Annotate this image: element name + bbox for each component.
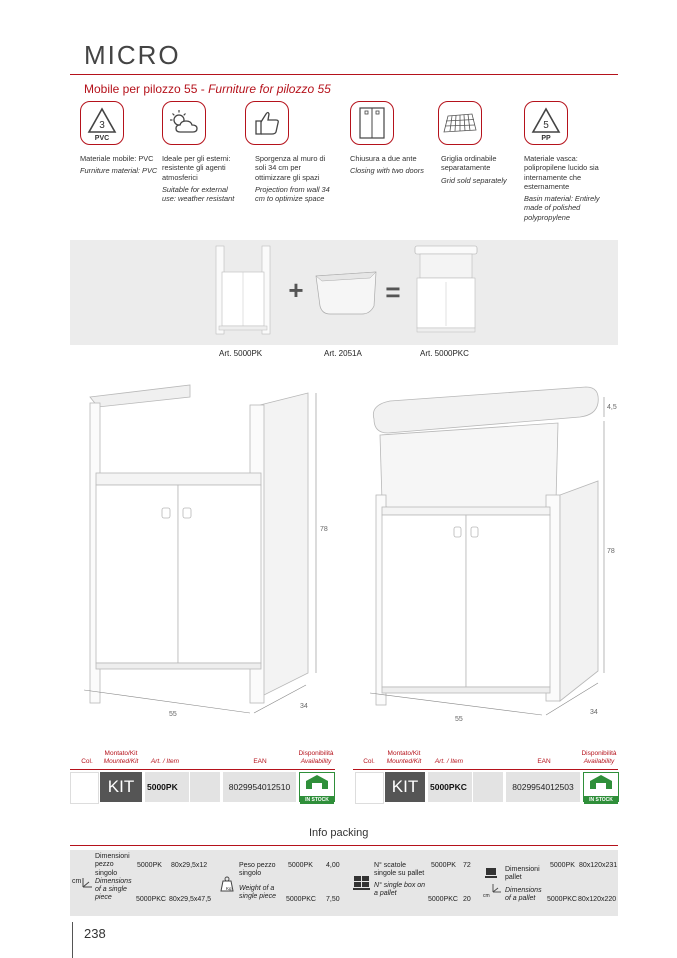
availability-en: Availability <box>583 758 615 765</box>
availability-it: Disponibilità <box>581 750 617 757</box>
ean-header: EAN <box>537 758 551 765</box>
mounted-it: Montato/Kit <box>104 750 138 757</box>
page-number-rule <box>72 922 73 958</box>
table-right-divider <box>353 769 618 770</box>
subtitle-en: Furniture for pilozzo 55 <box>208 82 331 96</box>
dim-left-depth: 34 <box>300 703 308 710</box>
pp-badge-text: PP <box>541 135 551 141</box>
dimensions-axes-icon <box>80 876 94 890</box>
pallet-dims-it: Dimensioni pallet <box>505 866 540 882</box>
warehouse-icon <box>584 773 618 791</box>
pallet-row2-code: 5000PKC <box>547 896 577 903</box>
empty-cell <box>190 772 220 802</box>
col-header: Col. <box>81 758 93 765</box>
cm-label: cm <box>72 878 82 885</box>
dims-single-label <box>95 853 135 903</box>
plus-sign: + <box>288 275 304 305</box>
feature-text-it: Sporgenza al muro di soli 34 cm per ottimizzare gli spazi <box>255 154 326 182</box>
dim-right-width: 55 <box>455 716 463 723</box>
feature-basin <box>524 154 614 222</box>
subtitle <box>84 82 331 96</box>
packing-title: Info packing <box>309 827 369 839</box>
mounted-en: Mounted/Kit <box>103 758 139 765</box>
feature-text-en: Furniture material: PVC <box>80 166 158 176</box>
feature-text-en: Suitable for external use: weather resistant <box>162 184 235 204</box>
weight-label <box>239 862 283 901</box>
pallet-icon <box>485 867 497 879</box>
boxes-row2-code: 5000PKC <box>428 896 458 903</box>
feature-text-en: Basin material: Entirely made of polished polypropylene <box>524 194 600 222</box>
feature-text-it: Chiusura a due ante <box>350 154 417 163</box>
feature-grid <box>441 154 516 185</box>
pp-badge-number: 5 <box>543 120 549 131</box>
ean-code: 8029954012503 <box>506 772 580 802</box>
pallet-row1-code: 5000PK <box>550 862 575 869</box>
assembled-cabinet-image <box>415 246 477 332</box>
subtitle-separator: - <box>197 82 209 96</box>
boxes-it: N° scatole singole su pallet <box>374 862 425 878</box>
thumbs-up-icon <box>245 101 289 145</box>
dims-row1-value: 80x29,5x12 <box>171 862 208 869</box>
equals-sign: = <box>385 277 401 307</box>
boxes-en: N° single box on a pallet <box>374 881 426 897</box>
weight-row1-code: 5000PK <box>288 862 313 869</box>
feature-material <box>80 154 162 176</box>
in-stock-badge <box>583 772 619 802</box>
in-stock-badge <box>299 772 335 802</box>
pallet-row2-value: 80x120x220 <box>578 896 617 903</box>
weight-row1-value: 4,00 <box>326 862 340 869</box>
in-stock-label: IN STOCK <box>584 796 618 804</box>
availability-en: Availability <box>300 758 332 765</box>
two-doors-icon <box>350 101 394 145</box>
art-label-5000pk: Art. 5000PK <box>219 349 263 358</box>
basin-image <box>316 272 376 314</box>
weight-en: Weight of a single piece <box>239 884 276 900</box>
mounted-en: Mounted/Kit <box>386 758 422 765</box>
feature-text-it: Materiale vasca: polipropilene lucido sia internamente che esternamente <box>524 154 599 191</box>
dims-single-it: Dimensioni pezzo singolo <box>95 853 130 877</box>
feature-text-en: Grid sold separately <box>441 175 507 185</box>
weight-row2-code: 5000PKC <box>286 896 316 903</box>
boxes-row1-value: 72 <box>463 862 471 869</box>
dim-right-depth: 34 <box>590 709 598 716</box>
pallet-dims-label <box>505 866 549 903</box>
pallet-cm-label: cm <box>483 893 490 899</box>
feature-doors <box>350 154 425 176</box>
page-number: 238 <box>84 926 106 941</box>
packing-divider <box>70 845 618 846</box>
dims-single-en: Dimensions of a single piece <box>95 877 132 902</box>
mounted-kit-header <box>381 750 427 766</box>
dim-right-top: 4,5 <box>607 404 617 411</box>
item-code: 5000PKC <box>428 772 472 802</box>
dims-row1-code: 5000PK <box>137 862 162 869</box>
mounted-kit-header <box>98 750 144 766</box>
feature-text-it: Materiale mobile: PVC <box>80 154 154 163</box>
pallet-row1-value: 80x120x231 <box>579 862 618 869</box>
boxes-row1-code: 5000PK <box>431 862 456 869</box>
pallet-boxes-icon <box>352 874 372 892</box>
technical-drawings <box>70 375 630 730</box>
product-combo-illustration <box>70 240 618 345</box>
feature-outdoor <box>162 154 242 203</box>
cabinet-5000pkc-drawing <box>373 387 598 705</box>
recycle-pp-icon <box>524 101 568 145</box>
ean-code: 8029954012510 <box>223 772 296 802</box>
cabinet-frame-image <box>216 246 270 334</box>
ean-header: EAN <box>253 758 267 765</box>
weight-row2-value: 7,50 <box>326 896 340 903</box>
title-divider <box>70 74 618 75</box>
col-header: Col. <box>363 758 375 765</box>
art-label-5000pkc: Art. 5000PKC <box>420 349 469 358</box>
table-left-divider <box>70 769 335 770</box>
art-item-header: Art. / Item <box>150 758 180 765</box>
cabinet-5000pk-drawing <box>90 385 308 703</box>
pallet-axes-icon <box>490 882 502 894</box>
availability-header <box>294 750 338 766</box>
art-item-header: Art. / Item <box>434 758 464 765</box>
feature-text-en: Projection from wall 34 cm to optimize space <box>255 184 330 204</box>
item-code: 5000PK <box>145 772 189 802</box>
color-swatch-white <box>70 772 99 804</box>
mounted-it: Montato/Kit <box>387 750 421 757</box>
kit-badge: KIT <box>100 772 142 802</box>
grid-icon <box>438 101 482 145</box>
availability-it: Disponibilità <box>298 750 334 757</box>
boxes-row2-value: 20 <box>463 896 471 903</box>
dims-row2-value: 80x29,5x47,5 <box>169 896 212 903</box>
page-title: MICRO <box>84 40 181 70</box>
kit-badge: KIT <box>385 772 425 802</box>
boxes-label <box>374 862 430 898</box>
pvc-badge-number: 3 <box>99 120 105 131</box>
kg-label: Kg <box>226 886 232 891</box>
subtitle-it: Mobile per pilozzo 55 <box>84 82 198 96</box>
pallet-dims-en: Dimensions of a pallet <box>505 886 542 902</box>
feature-text-it: Ideale per gli esterni: resistente gli agenti atmosferici <box>162 154 231 182</box>
dim-right-height: 78 <box>607 548 615 555</box>
feature-projection <box>255 154 333 203</box>
warehouse-icon <box>300 773 334 791</box>
pvc-badge-text: PVC <box>94 135 110 141</box>
dim-left-height: 78 <box>320 526 328 533</box>
recycle-pvc-icon <box>80 101 124 145</box>
dims-row2-code: 5000PKC <box>136 896 166 903</box>
feature-text-en: Closing with two doors <box>350 166 424 176</box>
weight-it: Peso pezzo singolo <box>239 862 276 878</box>
feature-text-it: Griglia ordinabile separatamente <box>441 154 497 173</box>
color-swatch-white <box>355 772 384 804</box>
weather-icon <box>162 101 206 145</box>
empty-cell <box>473 772 503 802</box>
dim-left-width: 55 <box>169 711 177 718</box>
availability-header <box>577 750 621 766</box>
in-stock-label: IN STOCK <box>300 796 334 804</box>
art-label-2051a: Art. 2051A <box>324 349 362 358</box>
